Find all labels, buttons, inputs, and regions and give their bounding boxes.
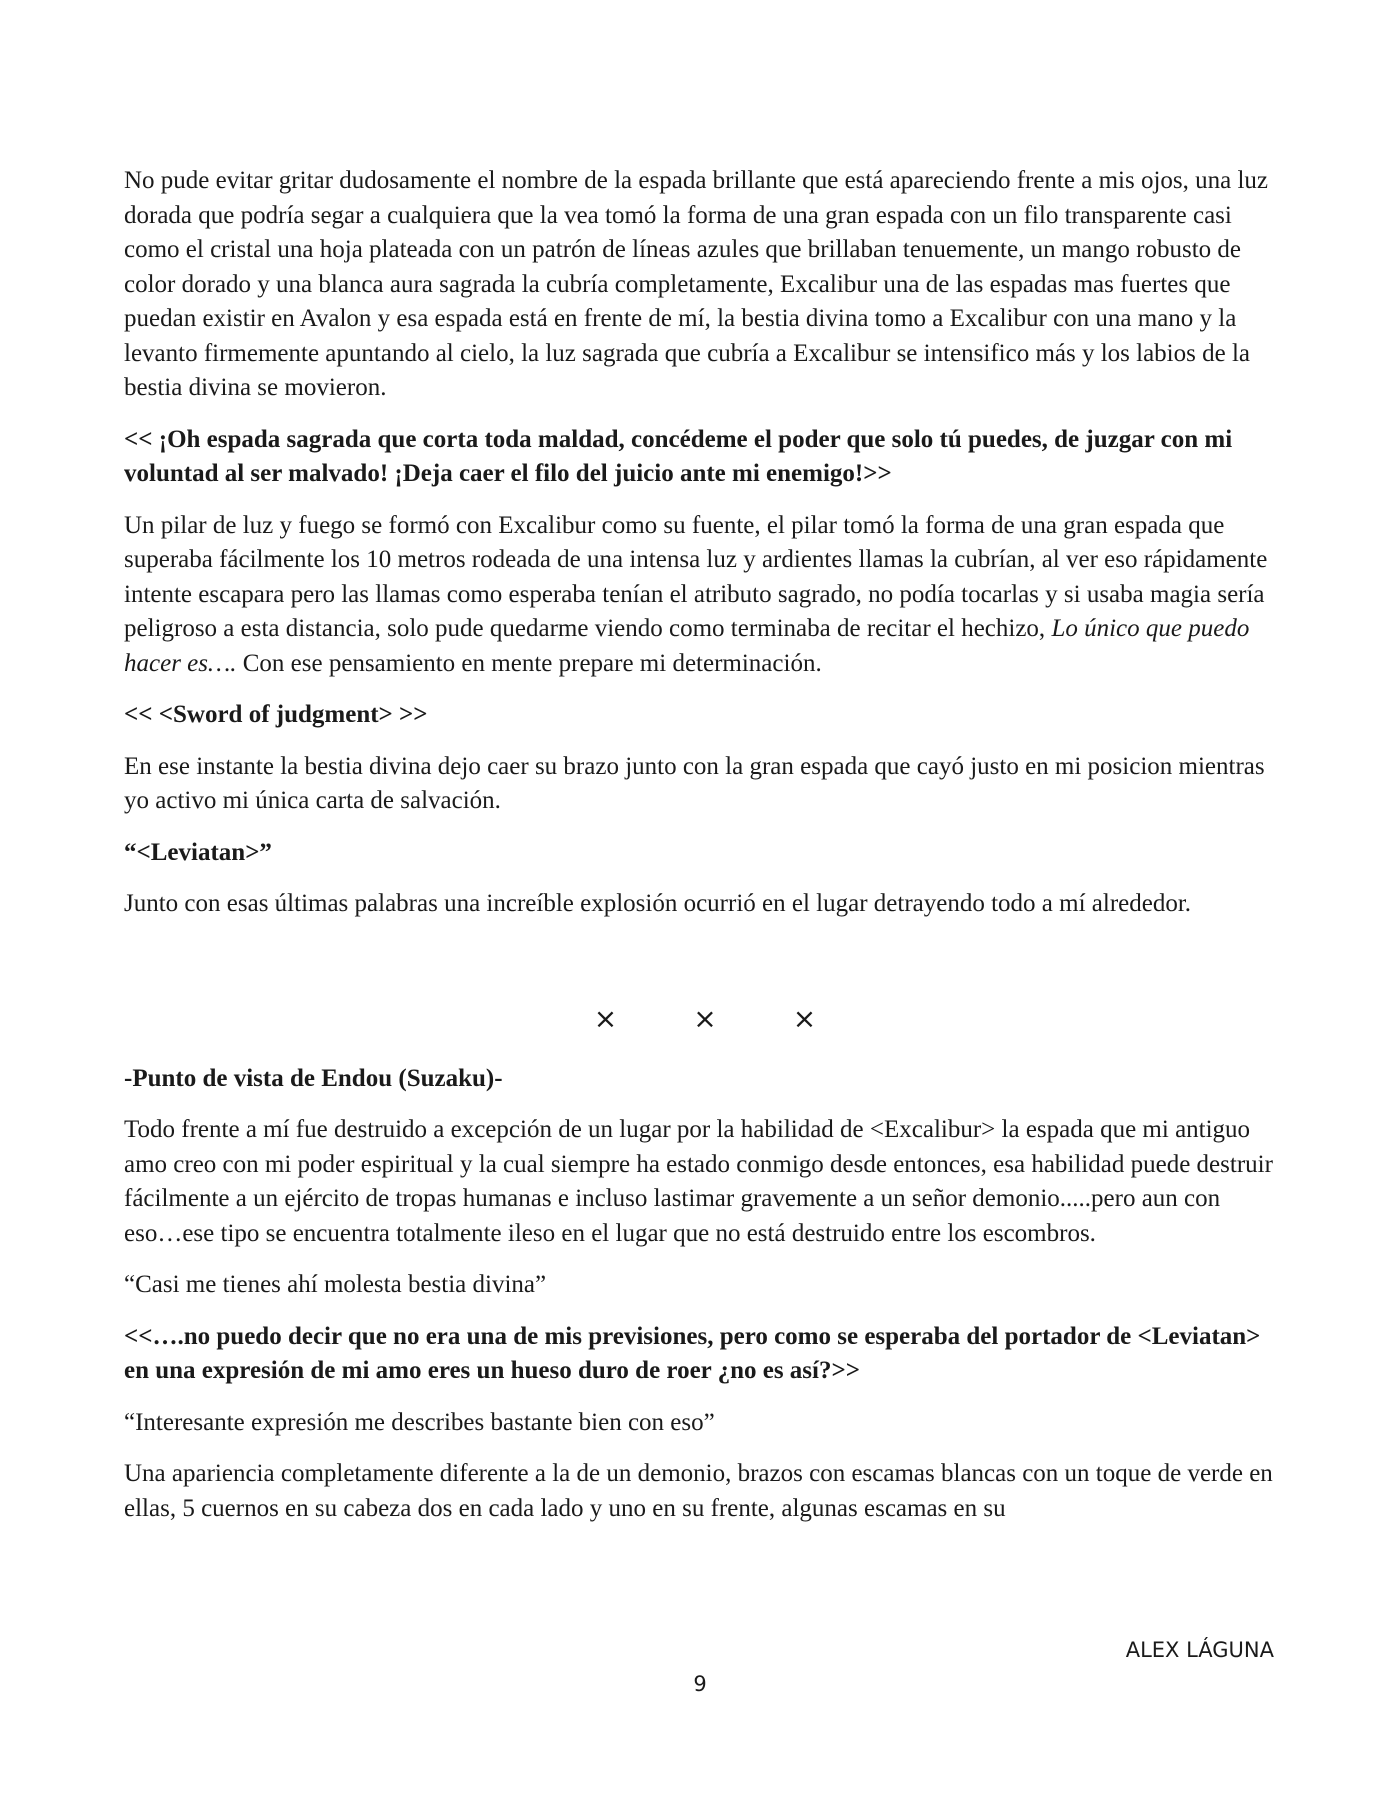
- paragraph-pillar-text-a: Un pilar de luz y fuego se formó con Excalibur como su fuente, el pilar tomó la forma de una gran espada que superaba fácilmente los 10 metros rodeada de una intensa luz y ardientes llamas la cubrían, al ver eso rápidamente intente escapara pero las llamas como esperaba tenían el atributo sagrado, no podía tocarlas y si usaba magia sería peligroso a esta distancia, solo pude quedarme viendo como terminaba de recitar el hechizo,: [124, 511, 1268, 642]
- dialogue-interesante: “Interesante expresión me describes bastante bien con eso”: [124, 1408, 715, 1436]
- page-number: 9: [693, 1672, 707, 1696]
- incantation-dialogue: << ¡Oh espada sagrada que corta toda maldad, concédeme el poder que solo tú puedes, de juzgar con mi voluntad al ser malvado! ¡Deja caer el filo del juicio ante mi enemigo!>>: [124, 425, 1233, 487]
- scene-separator: [124, 1002, 1274, 1036]
- paragraph-pillar-text-b: Con ese pensamiento en mente prepare mi determinación.: [236, 649, 822, 677]
- paragraph-destruction: Todo frente a mí fue destruido a excepción de un lugar por la habilidad de <Excalibur> la espada que mi antiguo amo creo con mi poder espiritual y la cual siempre ha estado conmigo desde entonces, esa habilidad puede destruir fácilmente a un ejército de tropas humanas e incluso lastimar gravemente a un señor demonio.....pero aun con eso…ese tipo se encuentra totalmente ileso en el lugar que no está destruido entre los escombros.: [124, 1116, 1273, 1247]
- dialogue-casi-me-tienes: “Casi me tienes ahí molesta bestia divina”: [124, 1271, 547, 1298]
- italic-thought: Lo único que puedo hacer es….: [124, 615, 1250, 677]
- separator-mark: ×: [693, 1001, 717, 1035]
- paragraph-excalibur-description: No pude evitar gritar dudosamente el nombre de la espada brillante que está apareciendo frente a mis ojos, una luz dorada que podría segar a cualquiera que la vea tomó la forma de una gran espada con un filo transparente casi como el cristal una hoja plateada con un patrón de líneas azules que brillaban tenuemente, un mango robusto de color dorado y una blanca aura sagrada la cubría completamente, Excalibur una de las espadas mas fuertes que puedan existir en Avalon y esa espada está en frente de mí, la bestia divina tomo a Excalibur con una mano y la levanto firmemente apuntando al cielo, la luz sagrada que cubría a Excalibur se intensifico más y los labios de la bestia divina se movieron.: [124, 167, 1269, 401]
- paragraph-sword-falls: En ese instante la bestia divina dejo caer su brazo junto con la gran espada que cayó justo en mi posicion mientras yo activo mi única carta de salvación.: [124, 752, 1265, 814]
- separator-mark: ×: [792, 1001, 817, 1035]
- leviatan-dialogue: “<Leviatan>”: [124, 838, 272, 866]
- page-content: [124, 164, 1274, 1543]
- pov-heading: -Punto de vista de Endou (Suzaku)-: [124, 1064, 503, 1092]
- paragraph-appearance: Una apariencia completamente diferente a la de un demonio, brazos con escamas blancas con un toque de verde en ellas, 5 cuernos en su cabeza dos en cada lado y uno en su frente, algunas escamas en su: [124, 1460, 1273, 1522]
- paragraph-pillar-of-light: [124, 509, 1274, 682]
- separator-mark: ×: [593, 1001, 618, 1035]
- footer-author: ALEX LÁGUNA: [1125, 1638, 1274, 1662]
- divine-beast-dialogue: <<….no puedo decir que no era una de mis previsiones, pero como se esperaba del portador de <Leviatan> en una expresión de mi amo eres un hueso duro de roer ¿no es así?>>: [124, 1322, 1261, 1384]
- spell-name-dialogue: << <Sword of judgment> >>: [124, 701, 428, 728]
- paragraph-explosion: Junto con esas últimas palabras una increíble explosión ocurrió en el lugar detrayendo todo a mí alrededor.: [124, 890, 1192, 917]
